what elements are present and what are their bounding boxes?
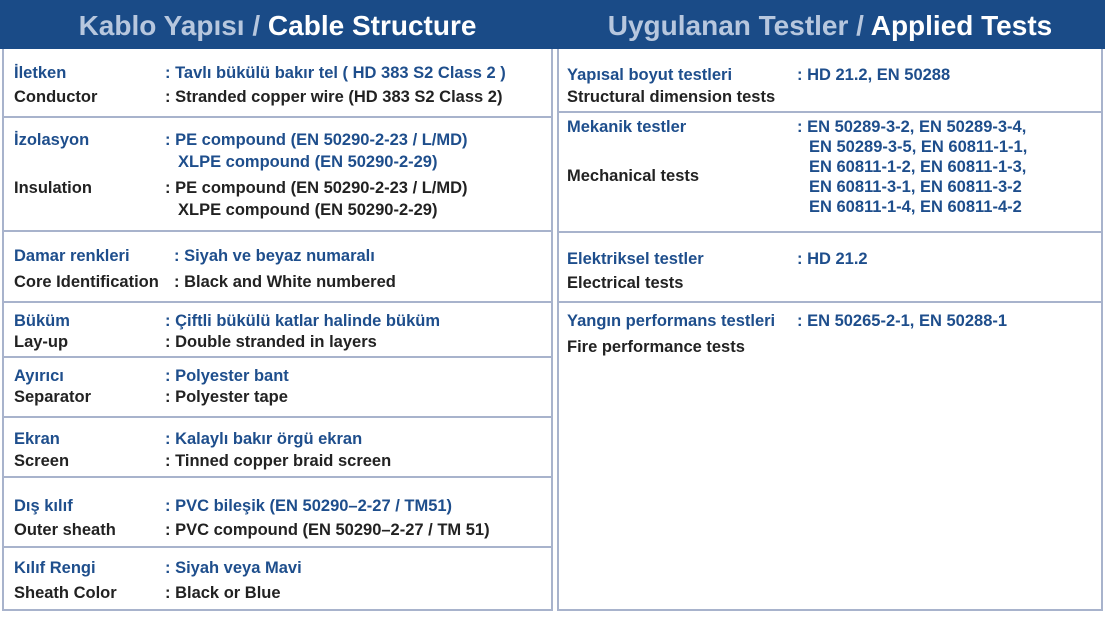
row-electrical-tests	[559, 233, 1101, 303]
outer-sheath-value-tr: : PVC bileşik (EN 50290–2-27 / TM51)	[165, 497, 453, 515]
outer-sheath-label-en: Outer sheath	[14, 521, 116, 539]
sheath-color-label-tr: Kılıf Rengi	[14, 559, 96, 577]
mechanical-tests-label-en: Mechanical tests	[567, 167, 700, 185]
separator-label-tr: Ayırıcı	[14, 367, 64, 385]
cable-structure-body	[2, 49, 553, 611]
screen-value-en: : Tinned copper braid screen	[165, 452, 392, 470]
insulation-value-en-2: XLPE compound (EN 50290-2-29)	[178, 201, 438, 219]
cable-structure-title-en: Cable Structure	[267, 10, 477, 41]
row-separator	[4, 358, 551, 418]
row-sheath-color	[4, 548, 551, 610]
structural-tests-label-en: Structural dimension tests	[567, 88, 776, 106]
lay-up-label-tr: Büküm	[14, 312, 70, 330]
fire-tests-label-tr: Yangın performans testleri	[567, 312, 776, 330]
applied-tests-panel	[555, 0, 1105, 611]
title-separator: /	[244, 10, 268, 41]
row-core-identification	[4, 232, 551, 303]
row-lay-up	[4, 303, 551, 358]
mechanical-tests-value-line: EN 60811-1-4, EN 60811-4-2	[809, 198, 1022, 216]
mechanical-tests-value-line: EN 60811-3-1, EN 60811-3-2	[809, 178, 1022, 196]
conductor-label-en: Conductor	[14, 88, 98, 106]
core-id-value-tr: : Siyah ve beyaz numaralı	[174, 247, 375, 265]
row-screen	[4, 418, 551, 478]
separator-value-tr: : Polyester bant	[165, 367, 289, 385]
cable-structure-panel	[0, 0, 555, 611]
sheath-color-value-tr: : Siyah veya Mavi	[165, 559, 302, 577]
insulation-value-tr-2: XLPE compound (EN 50290-2-29)	[178, 153, 438, 171]
screen-value-tr: : Kalaylı bakır örgü ekran	[165, 430, 363, 448]
applied-tests-title	[555, 9, 1105, 43]
core-id-label-en: Core Identification	[14, 273, 159, 291]
mechanical-tests-value-line: EN 50289-3-5, EN 60811-1-1,	[809, 138, 1028, 156]
lay-up-value-en: : Double stranded in layers	[165, 333, 377, 351]
applied-tests-title-tr: Uygulanan Testler	[607, 10, 849, 41]
row-mechanical-tests	[559, 113, 1101, 233]
conductor-value-en: : Stranded copper wire (HD 383 S2 Class 2)	[165, 88, 503, 106]
applied-tests-title-en: Applied Tests	[870, 10, 1053, 41]
electrical-tests-value: : HD 21.2	[797, 250, 868, 268]
sheath-color-value-en: : Black or Blue	[165, 584, 281, 602]
row-insulation	[4, 118, 551, 232]
row-structural-tests	[559, 49, 1101, 113]
applied-tests-header	[555, 0, 1105, 49]
lay-up-label-en: Lay-up	[14, 333, 69, 351]
core-id-label-tr: Damar renkleri	[14, 247, 130, 265]
applied-tests-body	[557, 49, 1103, 611]
conductor-value-tr: : Tavlı bükülü bakır tel ( HD 383 S2 Class 2 )	[165, 64, 506, 82]
separator-label-en: Separator	[14, 388, 92, 406]
cable-structure-title-tr: Kablo Yapısı	[78, 10, 245, 41]
lay-up-value-tr: : Çiftli bükülü katlar halinde büküm	[165, 312, 441, 330]
electrical-tests-label-tr: Elektriksel testler	[567, 250, 704, 268]
insulation-value-en: : PE compound (EN 50290-2-23 / L/MD)	[165, 179, 468, 197]
structural-tests-value: : HD 21.2, EN 50288	[797, 66, 951, 84]
title-separator: /	[848, 10, 871, 41]
separator-value-en: : Polyester tape	[165, 388, 288, 406]
mechanical-tests-value-line: : EN 50289-3-2, EN 50289-3-4,	[797, 118, 1027, 136]
electrical-tests-label-en: Electrical tests	[567, 274, 684, 292]
fire-tests-value: : EN 50265-2-1, EN 50288-1	[797, 312, 1008, 330]
row-conductor	[4, 49, 551, 118]
core-id-value-en: : Black and White numbered	[174, 273, 396, 291]
insulation-label-en: Insulation	[14, 179, 92, 197]
outer-sheath-label-tr: Dış kılıf	[14, 497, 73, 515]
structural-tests-label-tr: Yapısal boyut testleri	[567, 66, 733, 84]
outer-sheath-value-en: : PVC compound (EN 50290–2-27 / TM 51)	[165, 521, 490, 539]
sheath-color-label-en: Sheath Color	[14, 584, 117, 602]
row-outer-sheath	[4, 478, 551, 548]
insulation-label-tr: İzolasyon	[14, 131, 90, 149]
screen-label-en: Screen	[14, 452, 70, 470]
row-fire-performance-tests	[559, 303, 1101, 610]
mechanical-tests-value-line: EN 60811-1-2, EN 60811-1-3,	[809, 158, 1027, 176]
cable-structure-header	[0, 0, 555, 49]
conductor-label-tr: İletken	[14, 64, 67, 82]
fire-tests-label-en: Fire performance tests	[567, 338, 745, 356]
screen-label-tr: Ekran	[14, 430, 60, 448]
insulation-value-tr: : PE compound (EN 50290-2-23 / L/MD)	[165, 131, 468, 149]
mechanical-tests-label-tr: Mekanik testler	[567, 118, 687, 136]
cable-structure-title	[0, 9, 555, 43]
